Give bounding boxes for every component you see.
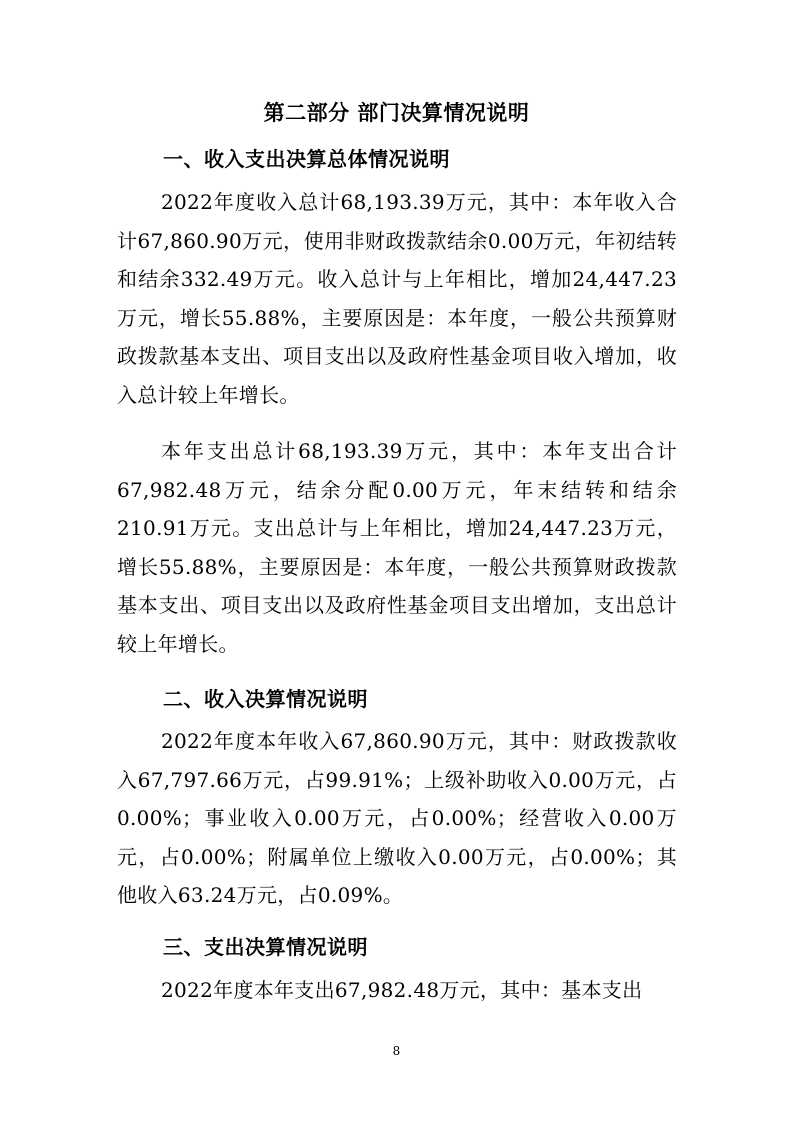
section-1-paragraph-1: 2022年度收入总计68,193.39万元，其中：本年收入合计67,860.90万元，使用非财政拨款结余0.00万元，年初结转和结余332.49万元。收入总计与上年相比，增加24,447.23万元，增长55.88%，主要原因是：本年度，一般公共预算财政拨款基本支出、项目支出以及政府性基金项目收入增加，收入总计较上年增长。 xyxy=(117,190,677,407)
section-heading-3: 三、支出决算情况说明 xyxy=(163,935,368,959)
section-heading-2: 二、收入决算情况说明 xyxy=(163,687,368,711)
page-title: 第二部分 部门决算情况说明 xyxy=(263,101,530,125)
section-3-paragraph-1: 2022年度本年支出67,982.48万元，其中：基本支出 xyxy=(161,978,643,1002)
section-1-paragraph-2: 本年支出总计68,193.39万元，其中：本年支出合计67,982.48万元，结余分配0.00万元，年末结转和结余210.91万元。支出总计与上年相比，增加24,447.23万元，增长55.88%，主要原因是：本年度，一般公共预算财政拨款基本支出、项目支出以及政府性基金项目支出增加，支出总计较上年增长。 xyxy=(117,439,677,656)
section-2-paragraph-1: 2022年度本年收入67,860.90万元，其中：财政拨款收入67,797.66万元，占99.91%；上级补助收入0.00万元，占0.00%；事业收入0.00万元，占0.00%；经营收入0.00万元，占0.00%；附属单位上缴收入0.00万元，占0.00%；其他收入63.24万元，占0.09%。 xyxy=(117,729,677,907)
section-heading-1: 一、收入支出决算总体情况说明 xyxy=(163,147,450,171)
page-number: 8 xyxy=(392,1044,401,1058)
